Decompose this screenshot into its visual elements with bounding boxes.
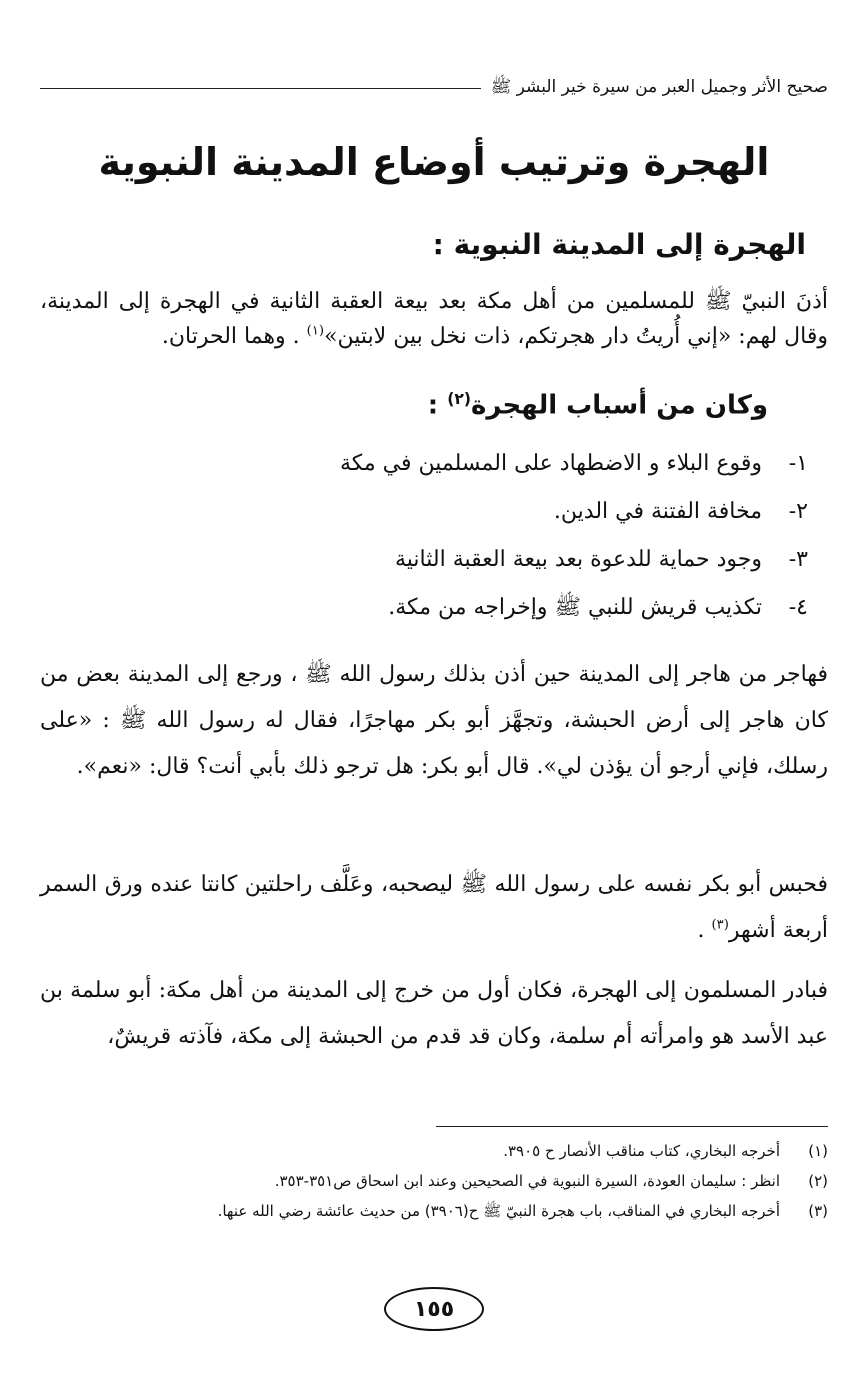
page-number: ١٥٥ bbox=[384, 1287, 484, 1331]
footnote-text: انظر : سليمان العودة، السيرة النبوية في الصحيحين وعند ابن اسحاق ص٣٥١-٣٥٣. bbox=[274, 1172, 780, 1190]
header-rule bbox=[40, 88, 481, 89]
footnote-number: (٢) bbox=[808, 1172, 828, 1190]
list-item-text: مخافة الفتنة في الدين. bbox=[553, 499, 762, 524]
paragraph-1 bbox=[40, 284, 828, 354]
footnote-number: (١) bbox=[808, 1142, 828, 1160]
reasons-list bbox=[40, 440, 808, 632]
footnotes bbox=[40, 1136, 828, 1226]
footnote-number: (٣) bbox=[808, 1202, 828, 1220]
paragraph-3-text: فحبس أبو بكر نفسه على رسول الله ﷺ ليصحبه، وعَلَّف راحلتين كانتا عنده ورق السمر أربعة أشهر bbox=[40, 872, 828, 944]
list-item-number: ٣- bbox=[788, 547, 808, 572]
list-item-number: ٢- bbox=[788, 499, 808, 524]
footnote bbox=[40, 1136, 828, 1166]
footnote bbox=[40, 1196, 828, 1226]
paragraph-1-text: أذنَ النبيّ ﷺ للمسلمين من أهل مكة بعد بيعة العقبة الثانية في الهجرة إلى المدينة، وقال لهم: «إني أُريتُ دار هجرتكم، ذات نخل بين لابتين» bbox=[40, 289, 828, 350]
list-item bbox=[40, 440, 808, 488]
paragraph-4: فبادر المسلمون إلى الهجرة، فكان أول من خرج إلى المدينة من أهل مكة: أبو سلمة بن عبد الأسد هو وامرأته أم سلمة، وكان قد قدم من الحبشة إلى مكة، فآذته قريشٌ، bbox=[40, 978, 828, 1050]
list-item-text: تكذيب قريش للنبي ﷺ وإخراجه من مكة. bbox=[388, 595, 762, 620]
footnote-text: أخرجه البخاري، كتاب مناقب الأنصار ح ٣٩٠٥. bbox=[503, 1142, 780, 1160]
footnote-ref-1: (١) bbox=[306, 323, 325, 339]
running-header bbox=[40, 72, 828, 104]
paragraph-2: فهاجر من هاجر إلى المدينة حين أذن بذلك رسول الله ﷺ ، ورجع إلى المدينة بعض من كان هاجر إلى أرض الحبشة، وتجهَّز أبو بكر مهاجرًا، فقال له رسول الله ﷺ : «على رسلك، فإني أرجو أن يؤذن لي». قال أبو بكر: هل ترجو ذلك بأبي أنت؟ قال: «نعم». bbox=[40, 662, 828, 780]
paragraph-3-tail: . bbox=[697, 918, 705, 944]
reasons-heading-tail: : bbox=[427, 390, 439, 421]
list-item-text: وقوع البلاء و الاضطهاد على المسلمين في مكة bbox=[339, 451, 762, 476]
list-item-number: ٤- bbox=[788, 595, 808, 620]
footnote-text: أخرجه البخاري في المناقب، باب هجرة النبيّ ﷺ ح(٣٩٠٦) من حديث عائشة رضي الله عنها. bbox=[217, 1202, 780, 1220]
list-item-number: ١- bbox=[788, 451, 808, 476]
paragraph-3 bbox=[40, 862, 828, 954]
footnote-ref-3: (٣) bbox=[711, 917, 729, 933]
section-heading: الهجرة إلى المدينة النبوية : bbox=[432, 228, 806, 261]
list-item bbox=[40, 584, 808, 632]
footnote-rule bbox=[436, 1126, 828, 1127]
list-item-text: وجود حماية للدعوة بعد بيعة العقبة الثانية bbox=[395, 547, 762, 572]
reasons-heading bbox=[428, 390, 768, 421]
chapter-title: الهجرة وترتيب أوضاع المدينة النبوية bbox=[98, 140, 770, 184]
footnote bbox=[40, 1166, 828, 1196]
list-item bbox=[40, 488, 808, 536]
running-title: صحيح الأثر وجميل العبر من سيرة خير البشر ﷺ bbox=[490, 76, 828, 97]
paragraph-1-tail: . وهما الحرتان. bbox=[161, 324, 300, 350]
reasons-heading-text: وكان من أسباب الهجرة bbox=[471, 390, 768, 421]
list-item bbox=[40, 536, 808, 584]
footnote-ref-2: (٢) bbox=[447, 390, 472, 408]
